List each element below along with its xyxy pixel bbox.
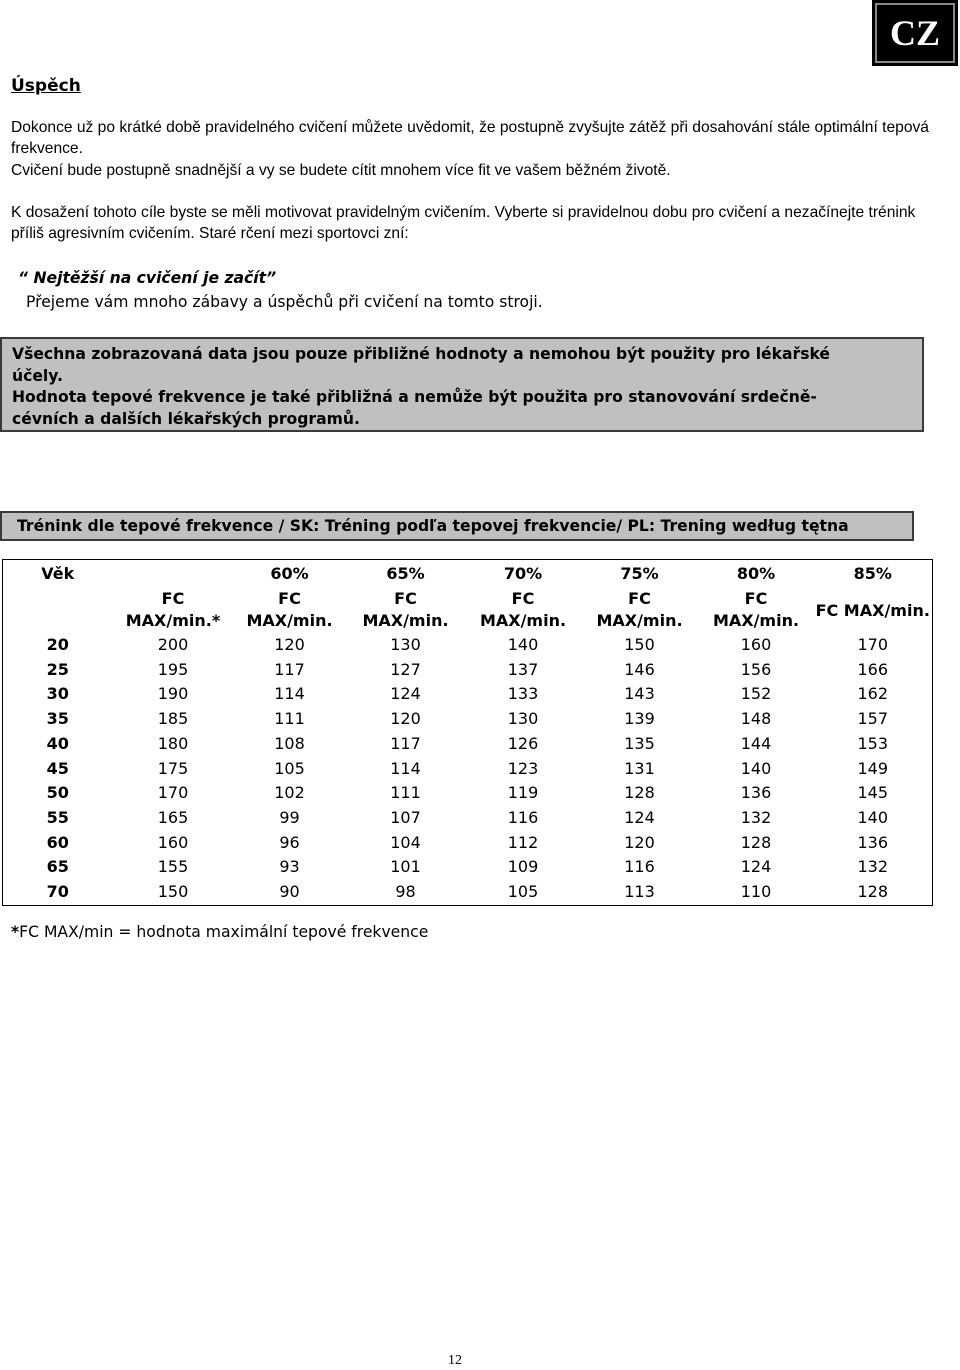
footnote bbox=[11, 923, 428, 941]
fcmax-header-blank bbox=[113, 560, 234, 589]
heart-rate-cell: 136 bbox=[857, 832, 889, 852]
pct-header: 80% bbox=[736, 564, 776, 583]
page-number: 12 bbox=[448, 1353, 462, 1368]
heart-rate-cell: 150 bbox=[624, 635, 655, 654]
heart-rate-cell: 116 bbox=[624, 857, 655, 877]
fc-subheader bbox=[466, 588, 581, 633]
heart-rate-cell: 114 bbox=[390, 758, 421, 778]
heart-rate-cell: 117 bbox=[274, 659, 305, 679]
fcmax-cell: 165 bbox=[157, 807, 189, 827]
heart-rate-cell: 101 bbox=[390, 857, 421, 877]
warning-line-1: Všechna zobrazovaná data jsou pouze přibližné hodnoty a nemohou být použity pro lékařské účely. bbox=[12, 345, 831, 385]
fc-subheader bbox=[346, 588, 466, 633]
heart-rate-cell: 93 bbox=[279, 857, 300, 877]
fc-subheader bbox=[699, 588, 814, 633]
pct-header: 60% bbox=[270, 564, 309, 583]
fcmax-cell: 170 bbox=[157, 783, 189, 803]
heart-rate-cell: 162 bbox=[857, 684, 889, 704]
paragraph-2: Cvičení bude postupně snadnější a vy se budete cítit mnohem více fit ve vašem běžném životě. bbox=[11, 162, 671, 179]
heart-rate-cell: 148 bbox=[740, 709, 772, 729]
fcmax-cell: 195 bbox=[157, 659, 189, 679]
heart-rate-cell: 117 bbox=[390, 733, 421, 753]
fc-label: FC bbox=[161, 589, 185, 608]
heart-rate-cell: 119 bbox=[507, 783, 539, 803]
heart-rate-cell: 112 bbox=[507, 832, 539, 852]
heart-rate-cell: 135 bbox=[624, 733, 655, 753]
fc-sub-label: MAX/min. bbox=[362, 611, 449, 630]
age-cell: 25 bbox=[46, 659, 69, 679]
heart-rate-cell: 124 bbox=[624, 807, 655, 827]
age-cell: 40 bbox=[46, 733, 69, 753]
table-row bbox=[3, 633, 933, 658]
age-cell: 65 bbox=[46, 857, 69, 877]
footnote-star: * bbox=[11, 923, 20, 941]
heart-rate-cell: 144 bbox=[740, 733, 772, 753]
heart-rate-cell: 130 bbox=[390, 635, 421, 654]
heart-rate-cell: 157 bbox=[857, 709, 889, 729]
heart-rate-cell: 105 bbox=[507, 882, 539, 902]
table-row bbox=[3, 855, 933, 880]
fc-sub-label: MAX/min. bbox=[479, 611, 567, 630]
motto-quote: “ Nejtěžší na cvičení je začít” bbox=[18, 269, 277, 287]
table-row bbox=[3, 682, 933, 707]
heart-rate-cell: 149 bbox=[857, 758, 889, 778]
fc-subheader bbox=[234, 588, 346, 633]
fc-label: FC bbox=[511, 589, 535, 608]
age-cell: 45 bbox=[46, 758, 69, 778]
footnote-text: FC MAX/min = hodnota maximální tepové frekvence bbox=[19, 923, 429, 941]
table-row bbox=[3, 658, 933, 683]
table-body bbox=[3, 633, 933, 905]
wish-text: Přejeme vám mnoho zábavy a úspěchů při cvičení na tomto stroji. bbox=[26, 293, 543, 311]
heart-rate-cell: 107 bbox=[390, 807, 421, 827]
fc-subheader-85: FC MAX/min. bbox=[815, 600, 930, 620]
pct-header: 75% bbox=[620, 564, 659, 583]
fcmax-header bbox=[113, 588, 234, 633]
table-row bbox=[3, 732, 933, 757]
fcmax-label: MAX/min.* bbox=[125, 611, 221, 630]
heart-rate-cell: 131 bbox=[624, 758, 655, 778]
fcmax-cell: 160 bbox=[157, 832, 189, 852]
heart-rate-cell: 99 bbox=[279, 807, 300, 827]
heart-rate-cell: 123 bbox=[507, 758, 539, 778]
table-row bbox=[3, 806, 933, 831]
table-row bbox=[3, 781, 933, 806]
pct-header: 85% bbox=[853, 564, 892, 583]
table-title-bar: Trénink dle tepové frekvence / SK: Tréning podľa tepovej frekvencie/ PL: Trening według tętna bbox=[0, 511, 914, 541]
heart-rate-cell: 111 bbox=[390, 783, 421, 803]
heart-rate-cell: 146 bbox=[624, 659, 655, 679]
heart-rate-cell: 152 bbox=[740, 684, 772, 704]
pct-header: 70% bbox=[503, 564, 543, 583]
fc-label: FC bbox=[394, 589, 417, 608]
fc-sub-label: MAX/min. bbox=[596, 611, 683, 630]
heart-rate-cell: 132 bbox=[740, 807, 772, 827]
table-row bbox=[3, 880, 933, 905]
heart-rate-cell: 96 bbox=[279, 832, 300, 852]
age-cell: 50 bbox=[46, 783, 69, 803]
fcmax-cell: 200 bbox=[157, 635, 189, 654]
age-header: Věk bbox=[41, 564, 75, 583]
age-cell: 70 bbox=[46, 882, 69, 902]
heart-rate-cell: 170 bbox=[857, 635, 889, 654]
heart-rate-cell: 104 bbox=[390, 832, 421, 852]
fcmax-cell: 155 bbox=[157, 857, 189, 877]
fcmax-cell: 150 bbox=[157, 882, 189, 902]
heart-rate-cell: 139 bbox=[624, 709, 655, 729]
fc-subheader bbox=[581, 588, 699, 633]
paragraph-3: K dosažení tohoto cíle byste se měli motivovat pravidelným cvičením. Vyberte si pravidelnou dobu pro cvičení a nezačínejte trénink příliš agresivním cvičením. Staré rčení mezi sportovci zní: bbox=[11, 204, 916, 242]
fc-label: FC bbox=[628, 589, 651, 608]
heart-rate-cell: 140 bbox=[740, 758, 772, 778]
warning-line-2: Hodnota tepové frekvence je také přibližná a nemůže být použita pro stanovování srdečně-cévních a dalších lékařských programů. bbox=[12, 388, 817, 428]
heart-rate-cell: 132 bbox=[857, 857, 889, 877]
age-cell: 35 bbox=[46, 709, 69, 729]
heart-rate-table bbox=[2, 559, 933, 906]
fcmax-cell: 180 bbox=[157, 733, 189, 753]
heart-rate-cell: 109 bbox=[507, 857, 539, 877]
section-heading: Úspěch bbox=[11, 76, 81, 96]
heart-rate-cell: 140 bbox=[507, 635, 539, 654]
heart-rate-cell: 133 bbox=[507, 684, 539, 704]
fcmax-cell: 185 bbox=[157, 709, 189, 729]
heart-rate-cell: 124 bbox=[740, 857, 772, 877]
heart-rate-cell: 126 bbox=[507, 733, 539, 753]
heart-rate-cell: 143 bbox=[624, 684, 655, 704]
heart-rate-cell: 116 bbox=[507, 807, 539, 827]
heart-rate-cell: 120 bbox=[390, 709, 421, 729]
heart-rate-cell: 108 bbox=[274, 733, 305, 753]
heart-rate-cell: 128 bbox=[857, 882, 889, 902]
medical-warning-box bbox=[0, 337, 924, 432]
table-header-row-fc bbox=[3, 588, 933, 633]
heart-rate-cell: 111 bbox=[274, 709, 305, 729]
heart-rate-cell: 128 bbox=[740, 832, 772, 852]
heart-rate-cell: 120 bbox=[274, 635, 305, 654]
heart-rate-cell: 127 bbox=[390, 659, 421, 679]
age-cell: 30 bbox=[46, 684, 69, 704]
heart-rate-cell: 98 bbox=[395, 882, 416, 902]
fc-sub-label: MAX/min. bbox=[246, 611, 333, 630]
table-row bbox=[3, 707, 933, 732]
heart-rate-cell: 113 bbox=[624, 882, 655, 902]
heart-rate-cell: 130 bbox=[507, 709, 539, 729]
pct-header: 65% bbox=[386, 564, 425, 583]
table-header-row-percent bbox=[3, 560, 933, 589]
heart-rate-cell: 160 bbox=[740, 635, 772, 654]
age-subheader-blank bbox=[3, 588, 113, 633]
heart-rate-cell: 136 bbox=[740, 783, 772, 803]
age-cell: 20 bbox=[46, 635, 69, 654]
heart-rate-cell: 156 bbox=[740, 659, 772, 679]
paragraph-1: Dokonce už po krátké době pravidelného cvičení můžete uvědomit, že postupně zvyšujte zátěž při dosahování stále optimální tepová frekvence. bbox=[11, 119, 929, 157]
heart-rate-cell: 153 bbox=[857, 733, 889, 753]
heart-rate-cell: 166 bbox=[857, 659, 889, 679]
heart-rate-cell: 110 bbox=[740, 882, 772, 902]
heart-rate-cell: 140 bbox=[857, 807, 889, 827]
language-badge: CZ bbox=[872, 0, 958, 66]
heart-rate-cell: 105 bbox=[274, 758, 305, 778]
fc-label: FC bbox=[744, 589, 768, 608]
heart-rate-cell: 120 bbox=[624, 832, 655, 852]
heart-rate-cell: 90 bbox=[279, 882, 300, 902]
fc-label: FC bbox=[278, 589, 301, 608]
heart-rate-cell: 128 bbox=[624, 783, 655, 803]
fcmax-cell: 190 bbox=[157, 684, 189, 704]
fcmax-cell: 175 bbox=[157, 758, 189, 778]
table-row bbox=[3, 757, 933, 782]
heart-rate-cell: 124 bbox=[390, 684, 421, 704]
heart-rate-cell: 102 bbox=[274, 783, 305, 803]
table-row bbox=[3, 831, 933, 856]
fc-sub-label: MAX/min. bbox=[712, 611, 800, 630]
age-cell: 55 bbox=[46, 807, 69, 827]
heart-rate-cell: 137 bbox=[507, 659, 539, 679]
age-cell: 60 bbox=[46, 832, 69, 852]
heart-rate-cell: 145 bbox=[857, 783, 889, 803]
heart-rate-cell: 114 bbox=[274, 684, 305, 704]
